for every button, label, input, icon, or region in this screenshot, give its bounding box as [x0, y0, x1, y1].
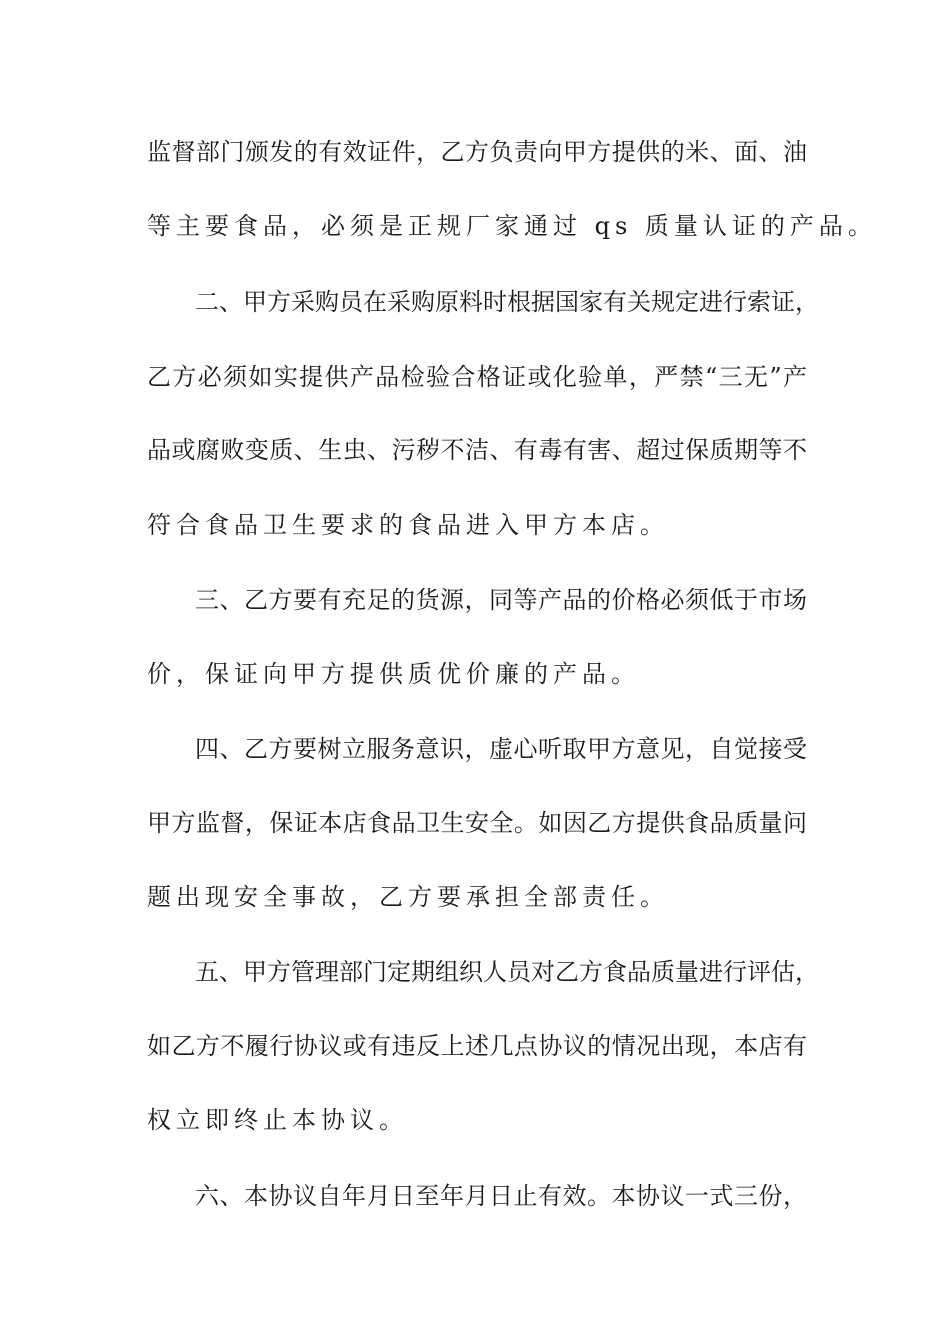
text-line-3: 二、甲方采购员在采购原料时根据国家有关规定进行索证，: [195, 288, 819, 316]
text-line-1: 监督部门颁发的有效证件，乙方负责向甲方提供的米、面、油: [147, 138, 807, 166]
text-line-14: 权立即终止本协议。: [147, 1106, 408, 1134]
text-line-4: 乙方必须如实提供产品检验合格证或化验单，严禁“三无”产: [147, 363, 807, 391]
text-line-7: 三、乙方要有充足的货源，同等产品的价格必须低于市场: [195, 586, 807, 614]
text-line-9: 四、乙方要树立服务意识，虚心听取甲方意见，自觉接受: [195, 735, 807, 763]
text-line-8: 价，保证向甲方提供质优价廉的产品。: [147, 660, 640, 688]
text-line-11: 题出现安全事故，乙方要承担全部责任。: [147, 883, 669, 911]
text-line-15: 六、本协议自年月日至年月日止有效。本协议一式三份，: [195, 1182, 807, 1210]
text-line-2: 等主要食品，必须是正规厂家通过 qs 质量认证的产品。: [147, 212, 877, 240]
text-line-13: 如乙方不履行协议或有违反上述几点协议的情况出现，本店有: [147, 1032, 807, 1060]
text-line-10: 甲方监督，保证本店食品卫生安全。如因乙方提供食品质量问: [147, 809, 807, 837]
text-line-5: 品或腐败变质、生虫、污秽不洁、有毒有害、超过保质期等不: [147, 436, 807, 464]
text-line-12: 五、甲方管理部门定期组织人员对乙方食品质量进行评估，: [195, 958, 819, 986]
text-line-6: 符合食品卫生要求的食品进入甲方本店。: [147, 511, 669, 539]
